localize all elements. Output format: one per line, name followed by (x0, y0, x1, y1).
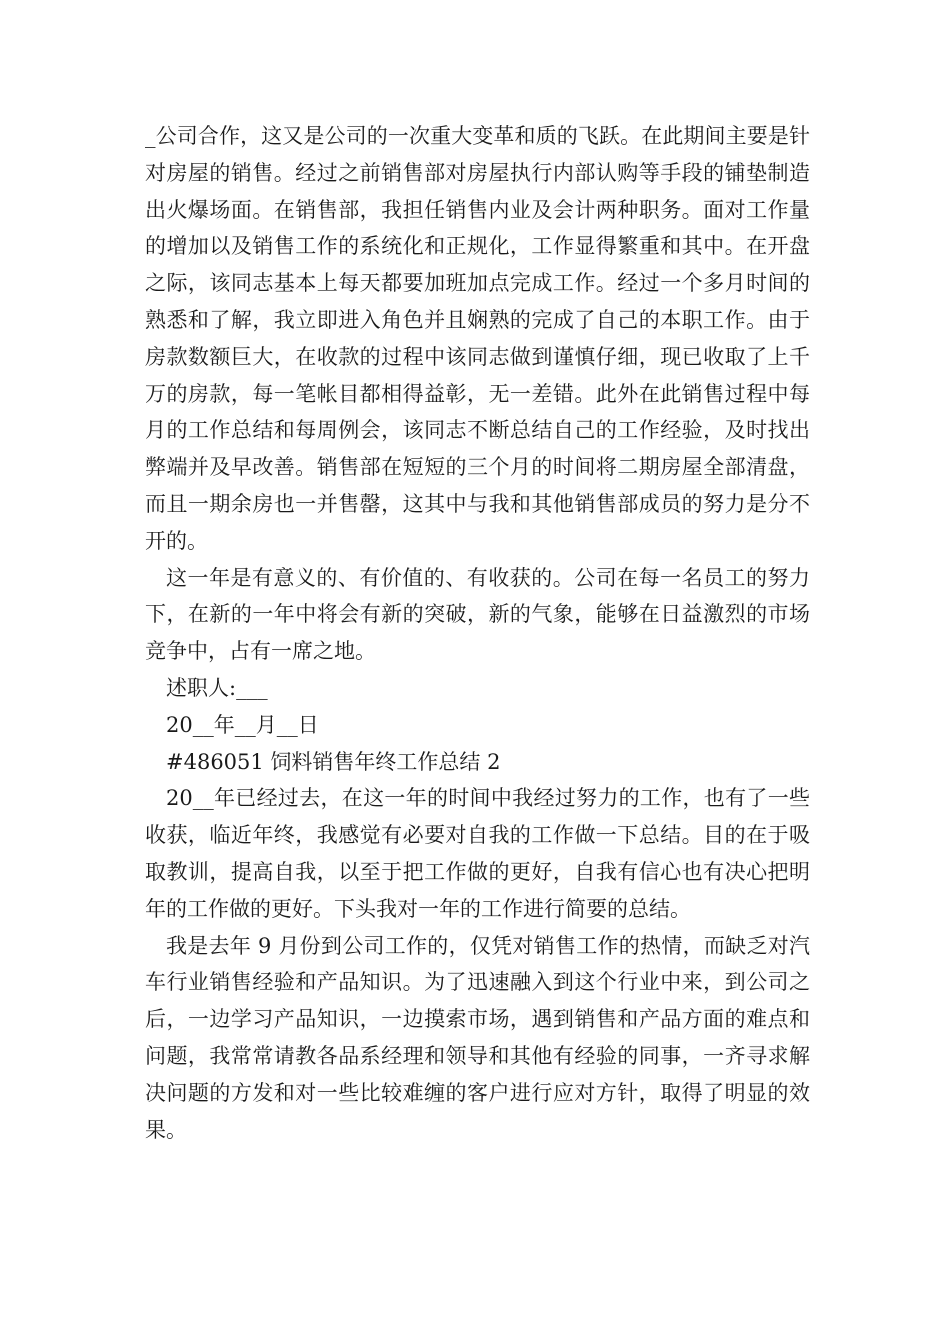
paragraph-year-summary: 这一年是有意义的、有价值的、有收获的。公司在每一名员工的努力下，在新的一年中将会有新的突破，新的气象，能够在日益激烈的市场竞争中，占有一席之地。 (145, 565, 810, 664)
reporter-signature-line: 述职人:___ (166, 675, 268, 700)
section-title: #486051 饲料销售年终工作总结 2 (166, 749, 501, 774)
date-line: 20__年__月__日 (166, 712, 319, 737)
paragraph-intro: 20__年已经过去，在这一年的时间中我经过努力的工作，也有了一些收获，临近年终，我感觉有必要对自我的工作做一下总结。目的在于吸取教训，提高自我，以至于把工作做的更好，自我有信心也有决心把明年的工作做的更好。下头我对一年的工作进行简要的总结。 (145, 786, 810, 921)
paragraph-sales-work: _公司合作，这又是公司的一次重大变革和质的飞跃。在此期间主要是针对房屋的销售。经过之前销售部对房屋执行内部认购等手段的铺垫制造出火爆场面。在销售部，我担任销售内业及会计两种职务。面对工作量的增加以及销售工作的系统化和正规化，工作显得繁重和其中。在开盘之际，该同志基本上每天都要加班加点完成工作。经过一个多月时间的熟悉和了解，我立即进入角色并且娴熟的完成了自己的本职工作。由于房款数额巨大，在收款的过程中该同志做到谨慎仔细，现已收取了上千万的房款，每一笔帐目都相得益彰，无一差错。此外在此销售过程中每月的工作总结和每周例会，该同志不断总结自己的工作经验，及时找出弊端并及早改善。销售部在短短的三个月的时间将二期房屋全部清盘，而且一期余房也一并售罄，这其中与我和其他销售部成员的努力是分不开的。 (145, 124, 810, 553)
document-page (145, 118, 810, 1148)
paragraph-start-work: 我是去年 9 月份到公司工作的，仅凭对销售工作的热情，而缺乏对汽车行业销售经验和产品知识。为了迅速融入到这个行业中来，到公司之后，一边学习产品知识，一边摸索市场，遇到销售和产品方面的难点和问题，我常常请教各品系经理和领导和其他有经验的同事，一齐寻求解决问题的方发和对一些比较难缠的客户进行应对方针，取得了明显的效果。 (145, 933, 810, 1142)
